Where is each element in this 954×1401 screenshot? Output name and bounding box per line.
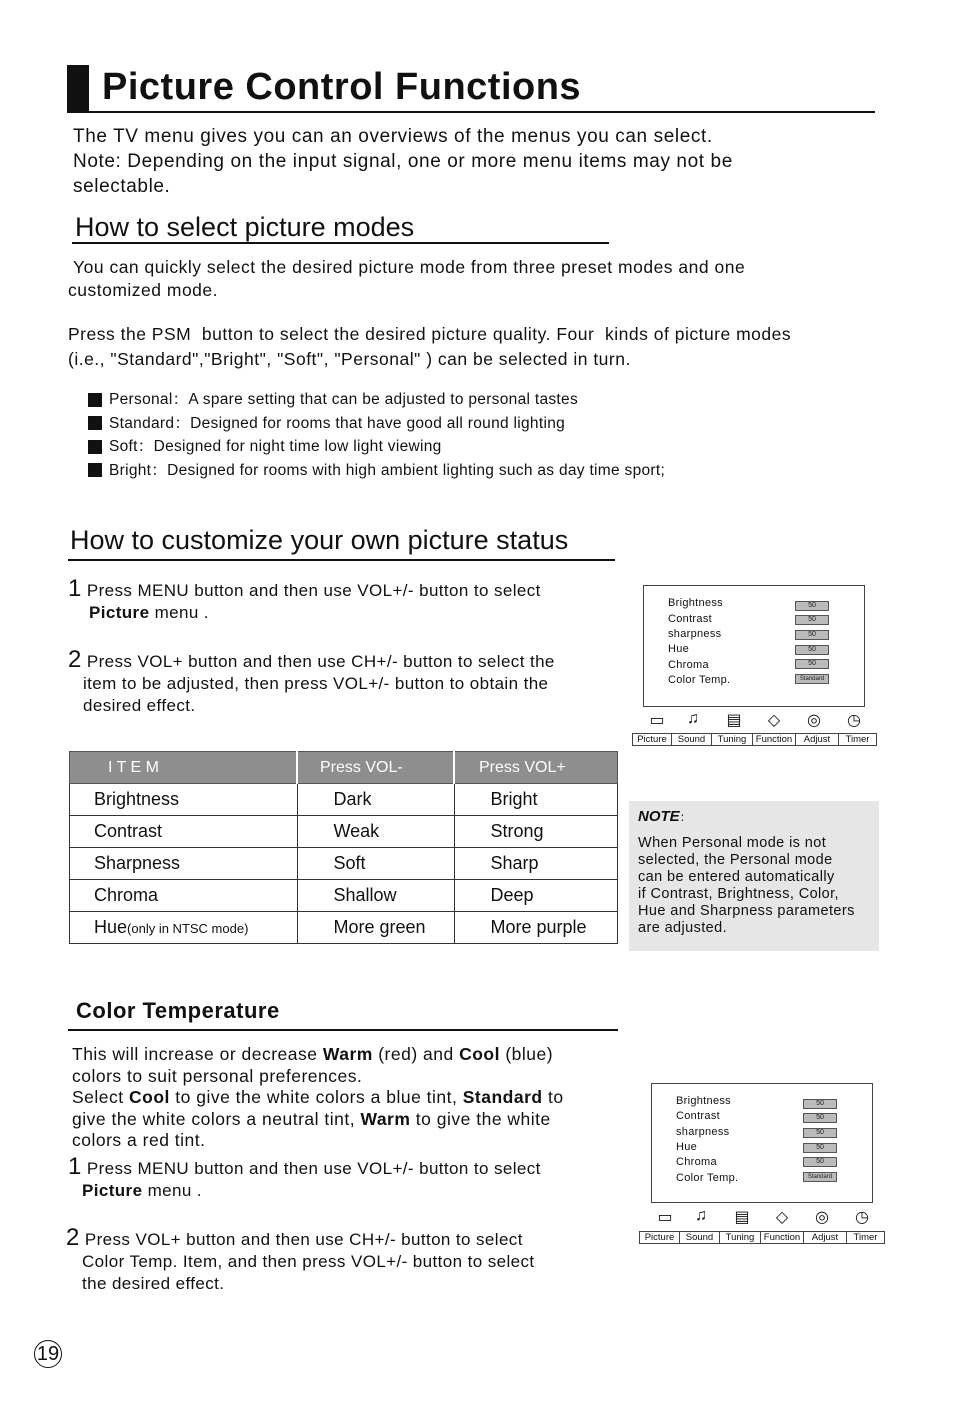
tab-tuning[interactable]: Tuning — [720, 1231, 761, 1244]
tv-picture-menu-screen — [651, 1083, 873, 1203]
step-text: item to be adjusted, then press VOL+/- button to obtain the — [83, 674, 549, 693]
mode-description: Designed for rooms that have good all round lighting — [190, 414, 566, 432]
menu-row-label: Chroma — [676, 1156, 717, 1168]
timer-icon: ◷ — [855, 1209, 869, 1226]
list-item — [88, 412, 665, 436]
menu-name-bold: Picture — [89, 603, 150, 622]
hue-label: Hue — [94, 917, 128, 937]
title-underline — [67, 111, 875, 113]
menu-icon-row — [650, 1207, 882, 1227]
separator: ： — [172, 391, 189, 408]
tv-icon: ▭ — [657, 1209, 673, 1226]
note-line: are adjusted. — [638, 920, 728, 936]
tab-picture[interactable]: Picture — [639, 1231, 680, 1244]
section-heading-select-modes: How to select picture modes — [75, 212, 415, 242]
warm-bold: Warm — [322, 1044, 373, 1064]
menu-value-bar: 50 — [795, 601, 829, 611]
table-row — [70, 848, 618, 880]
color-temp-step-2 — [66, 1224, 535, 1295]
step-text: menu . — [154, 603, 209, 622]
menu-value-bar: Standard — [795, 674, 829, 684]
menu-value-bar: 50 — [795, 645, 829, 655]
menu-tabs — [632, 733, 877, 746]
table-cell: More purple — [454, 912, 618, 944]
tab-sound[interactable]: Sound — [680, 1231, 720, 1244]
table-cell: Weak — [297, 816, 454, 848]
table-row — [70, 880, 618, 912]
menu-row-label: sharpness — [668, 628, 722, 640]
tab-adjust[interactable]: Adjust — [804, 1231, 847, 1244]
step-text: Press VOL+ button and then use CH+/- button to select — [84, 1230, 523, 1249]
paragraph-line — [72, 1044, 564, 1066]
menu-value-bar: 50 — [795, 615, 829, 625]
adjust-icon: ◎ — [815, 1209, 829, 1226]
tv-icon: ▭ — [649, 712, 665, 729]
color-temp-step-1 — [68, 1153, 541, 1202]
text: This will increase or decrease — [72, 1044, 323, 1064]
note-line: When Personal mode is not — [638, 835, 827, 851]
standard-bold: Standard — [462, 1087, 543, 1107]
table-row — [70, 784, 618, 816]
text: to give the white — [410, 1108, 551, 1129]
hue-note: (only in NTSC mode) — [127, 921, 249, 936]
tuning-icon: ▤ — [726, 712, 742, 729]
note-colon: ： — [679, 810, 692, 824]
step-text: Press VOL+ button and then use CH+/- button to select the — [86, 652, 555, 671]
menu-tabs — [639, 1231, 885, 1244]
intro-line: The TV menu gives you can an overviews of the menus you can select. — [73, 126, 713, 147]
menu-row-label: Hue — [676, 1141, 698, 1153]
adjustment-table — [69, 751, 618, 944]
note-line: can be entered automatically — [638, 869, 835, 885]
note-line: Hue and Sharpness parameters — [638, 903, 855, 919]
step-text: the desired effect. — [82, 1274, 225, 1293]
tv-picture-menu-screen — [643, 585, 865, 707]
mode-name: Standard — [109, 414, 175, 432]
step-number: 2 — [66, 1224, 80, 1251]
section-underline — [68, 559, 615, 561]
table-cell: Chroma — [70, 880, 298, 912]
select-modes-paragraph-2 — [68, 322, 791, 372]
menu-value-bar: 50 — [795, 630, 829, 640]
warm-bold: Warm — [360, 1108, 411, 1129]
intro-line: Note: Depending on the input signal, one or more menu items may not be — [73, 151, 733, 172]
section-heading-customize: How to customize your own picture status — [70, 525, 569, 555]
separator: ： — [137, 438, 154, 455]
page-number: 19 — [34, 1340, 62, 1368]
menu-row-label: sharpness — [676, 1126, 730, 1138]
adjust-icon: ◎ — [807, 712, 821, 729]
bullet-square-icon — [88, 416, 102, 430]
picture-mode-list — [88, 388, 665, 482]
step-number: 1 — [68, 575, 82, 602]
table-cell: Contrast — [70, 816, 298, 848]
paragraph-line: Press the PSM button to select the desired picture quality. Four kinds of picture modes — [68, 324, 792, 344]
tab-function[interactable]: Function — [761, 1231, 804, 1244]
title-bar-decoration — [67, 65, 89, 111]
menu-value-bar: 50 — [803, 1143, 837, 1153]
menu-row-label: Color Temp. — [668, 674, 731, 686]
paragraph-line — [72, 1109, 564, 1131]
text: (blue) — [499, 1044, 554, 1064]
tab-adjust[interactable]: Adjust — [796, 733, 839, 746]
menu-row-label: Contrast — [668, 613, 712, 625]
step-number: 1 — [68, 1153, 82, 1180]
table-cell: More green — [297, 912, 454, 944]
tab-sound[interactable]: Sound — [672, 733, 712, 746]
column-header-vol-plus: Press VOL+ — [454, 752, 618, 784]
menu-icon-row — [642, 710, 874, 730]
table-cell: Sharpness — [70, 848, 298, 880]
table-cell — [70, 912, 298, 944]
menu-row-label: Brightness — [668, 597, 723, 609]
tuning-icon: ▤ — [734, 1209, 750, 1226]
menu-value-bar: 50 — [795, 659, 829, 669]
tab-picture[interactable]: Picture — [632, 733, 672, 746]
list-item — [88, 388, 665, 412]
sound-icon: ♫ — [687, 710, 699, 727]
cool-bold: Cool — [459, 1044, 500, 1064]
menu-row-label: Brightness — [676, 1095, 731, 1107]
step-text: menu . — [147, 1181, 202, 1200]
step-number: 2 — [68, 646, 82, 673]
tab-timer[interactable]: Timer — [839, 733, 877, 746]
table-cell: Strong — [454, 816, 618, 848]
table-cell: Sharp — [454, 848, 618, 880]
menu-value-bar: Standard — [803, 1172, 837, 1182]
cool-bold: Cool — [129, 1087, 170, 1107]
mode-name: Personal — [109, 391, 173, 408]
list-item — [88, 435, 665, 459]
function-icon: ◇ — [767, 712, 781, 729]
note-label-text: NOTE — [638, 808, 680, 825]
table-header-row — [70, 752, 618, 784]
customize-step-1 — [68, 575, 541, 624]
mode-description: Designed for night time low light viewing — [153, 438, 442, 455]
separator: ： — [174, 414, 191, 432]
note-box — [629, 801, 879, 951]
text: Select — [72, 1087, 129, 1107]
menu-row-label: Color Temp. — [676, 1172, 739, 1184]
intro-line: selectable. — [73, 176, 171, 197]
menu-row-label: Chroma — [668, 659, 709, 671]
menu-value-bar: 50 — [803, 1157, 837, 1167]
list-item — [88, 459, 665, 483]
bullet-square-icon — [88, 440, 102, 454]
step-text: Color Temp. Item, and then press VOL+/- button to select — [82, 1252, 535, 1271]
menu-name-bold: Picture — [82, 1181, 143, 1200]
paragraph-line: customized mode. — [68, 280, 219, 300]
bullet-square-icon — [88, 393, 102, 407]
table-cell: Bright — [454, 784, 618, 816]
column-header-item: I T E M — [70, 752, 298, 784]
menu-value-bar: 50 — [803, 1128, 837, 1138]
tab-function[interactable]: Function — [753, 733, 796, 746]
table-row — [70, 912, 618, 944]
menu-value-bar: 50 — [803, 1099, 837, 1109]
step-text: Press MENU button and then use VOL+/- button to select — [86, 581, 541, 600]
table-cell: Brightness — [70, 784, 298, 816]
note-line: if Contrast, Brightness, Color, — [638, 886, 839, 902]
column-header-vol-minus: Press VOL- — [297, 752, 454, 784]
paragraph-line — [72, 1087, 564, 1109]
mode-name: Soft — [109, 438, 138, 455]
text: (red) and — [372, 1044, 460, 1064]
note-line: selected, the Personal mode — [638, 852, 833, 868]
tab-tuning[interactable]: Tuning — [712, 733, 753, 746]
mode-name: Bright — [109, 461, 152, 479]
section-underline — [72, 242, 609, 244]
tab-timer[interactable]: Timer — [847, 1231, 885, 1244]
table-cell: Shallow — [297, 880, 454, 912]
menu-value-bar: 50 — [803, 1113, 837, 1123]
paragraph-line: You can quickly select the desired picture mode from three preset modes and one — [68, 257, 746, 277]
color-temp-description — [72, 1044, 564, 1152]
bullet-square-icon — [88, 463, 102, 477]
menu-row-label: Contrast — [676, 1110, 720, 1122]
text: give the white colors a neutral tint, — [72, 1108, 361, 1129]
paragraph-line: colors a red tint. — [72, 1130, 206, 1150]
table-cell: Soft — [297, 848, 454, 880]
menu-row-label: Hue — [668, 643, 690, 655]
table-row — [70, 816, 618, 848]
function-icon: ◇ — [775, 1209, 789, 1226]
text: to — [542, 1087, 564, 1107]
mode-description: Designed for rooms with high ambient lighting such as day time sport; — [167, 461, 666, 479]
sound-icon: ♫ — [695, 1207, 707, 1224]
separator: ： — [151, 461, 168, 479]
paragraph-line: colors to suit personal preferences. — [72, 1065, 363, 1086]
page-title: Picture Control Functions — [102, 66, 582, 108]
table-cell: Deep — [454, 880, 618, 912]
timer-icon: ◷ — [847, 712, 861, 729]
select-modes-paragraph-1 — [68, 256, 745, 302]
mode-description: A spare setting that can be adjusted to personal tastes — [188, 391, 578, 408]
customize-step-2 — [68, 646, 555, 717]
text: to give the white colors a blue tint, — [169, 1087, 463, 1107]
step-text: Press MENU button and then use VOL+/- button to select — [86, 1159, 541, 1178]
note-text — [638, 835, 855, 937]
step-text: desired effect. — [83, 696, 196, 715]
table-cell: Dark — [297, 784, 454, 816]
section-heading-color-temperature: Color Temperature — [76, 998, 280, 1023]
paragraph-line: (i.e., "Standard","Bright", "Soft", "Personal" ) can be selected in turn. — [68, 349, 631, 369]
section-underline — [68, 1029, 618, 1031]
intro-text — [73, 124, 733, 199]
note-label — [638, 808, 692, 825]
